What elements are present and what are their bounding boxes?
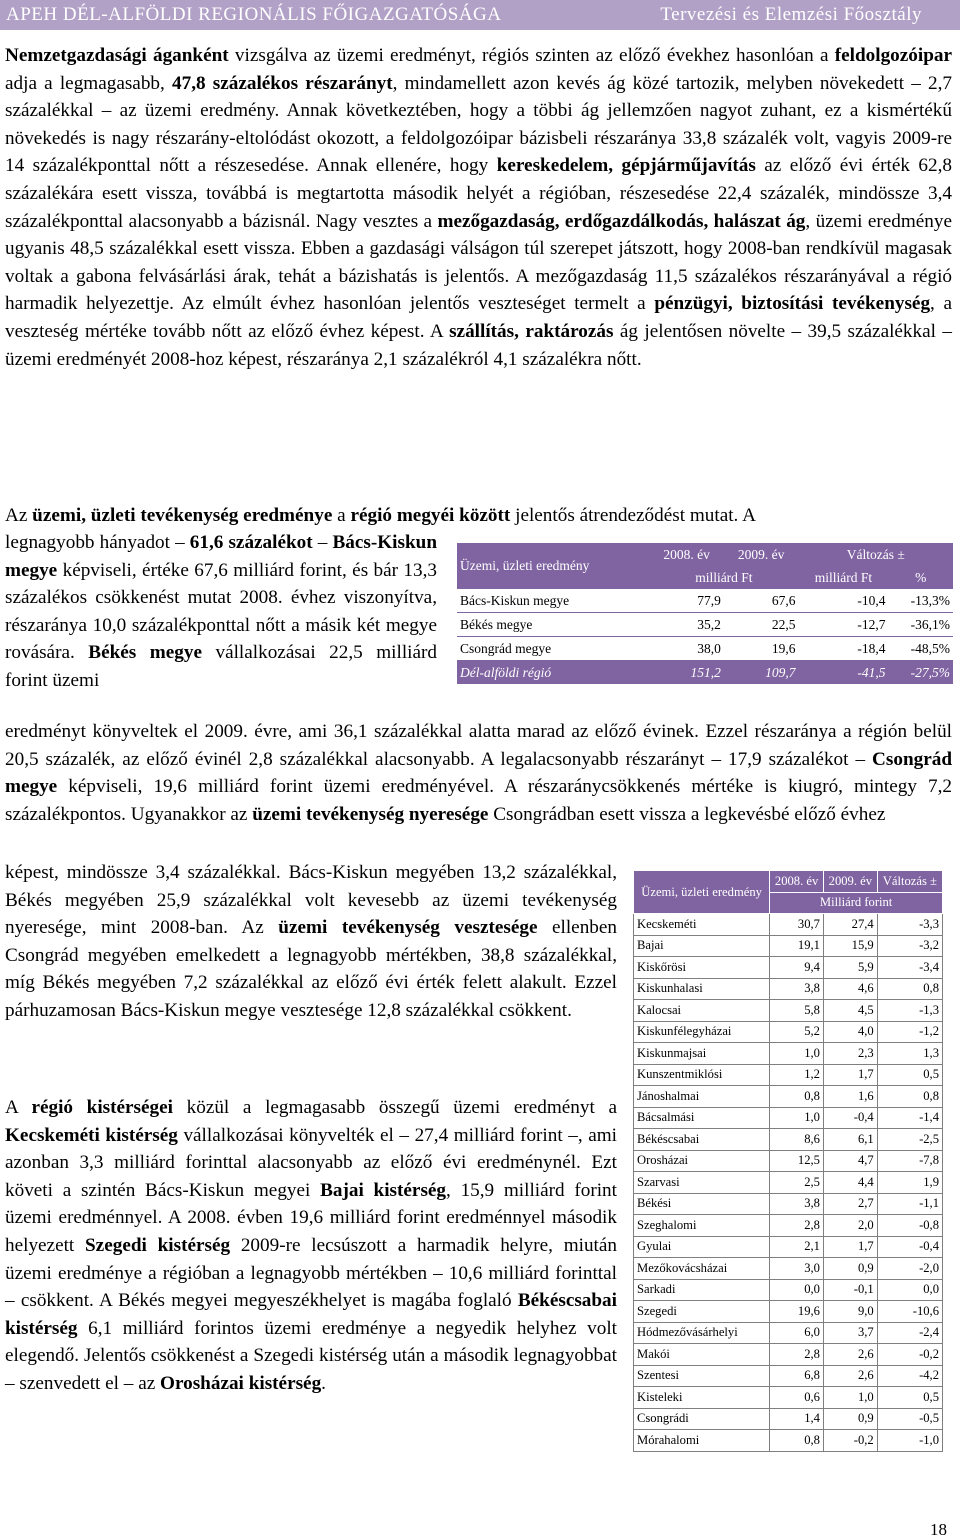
- table2-header-change: Változás ±: [877, 871, 942, 893]
- subregion-name-cell: Kisteleki: [634, 1387, 770, 1409]
- table-row: [634, 1365, 943, 1387]
- emphasis-text: Kecskeméti kistérség: [5, 1124, 178, 1146]
- value-cell: 1,4: [770, 1408, 824, 1430]
- value-cell: 38,0: [649, 637, 724, 661]
- total-value-cell: -41,5: [798, 661, 888, 685]
- emphasis-text: mezőgazdaság, erdőgazdálkodás, halászat ág: [437, 210, 806, 232]
- value-cell: 3,8: [770, 1193, 824, 1215]
- table-row: [634, 978, 943, 1000]
- subregion-name-cell: Kiskőrösi: [634, 957, 770, 979]
- subregion-name-cell: Makói: [634, 1344, 770, 1366]
- value-cell: -3,4: [877, 957, 942, 979]
- subregion-name-cell: Szarvasi: [634, 1172, 770, 1194]
- region-name-cell: Dél-alföldi régió: [457, 661, 649, 685]
- emphasis-text: 47,8 százalékos részarányt: [172, 72, 393, 94]
- value-cell: 0,0: [877, 1279, 942, 1301]
- subregion-name-cell: Mezőkovácsházai: [634, 1258, 770, 1280]
- value-cell: -1,2: [877, 1021, 942, 1043]
- value-cell: 2,3: [823, 1043, 877, 1065]
- value-cell: 1,7: [823, 1236, 877, 1258]
- subregion-name-cell: Bajai: [634, 935, 770, 957]
- body-text: 6,1 milliárd forintos üzemi eredménye a negyedik helyhez volt elegendő. Jelentős csökkenést a Szegedi kistérség után a második legnagyobbat – szenvedett el – az: [5, 1317, 617, 1394]
- value-cell: 0,0: [770, 1279, 824, 1301]
- table-row: [634, 1387, 943, 1409]
- value-cell: -1,4: [877, 1107, 942, 1129]
- value-cell: 4,0: [823, 1021, 877, 1043]
- county-name-cell: Csongrád megye: [457, 637, 649, 661]
- subregion-result-table: [633, 870, 943, 1452]
- subregion-name-cell: Csongrádi: [634, 1408, 770, 1430]
- value-cell: 3,8: [770, 978, 824, 1000]
- table1-corner: Üzemi, üzleti eredmény: [457, 543, 649, 589]
- subregion-name-cell: Szegedi: [634, 1301, 770, 1323]
- body-text: , a veszteség mértéke tovább nőtt az előző évhez képest. A: [5, 293, 952, 342]
- value-cell: -0,2: [823, 1430, 877, 1452]
- header-organization: APEH DÉL-ALFÖLDI REGIONÁLIS FŐIGAZGATÓSÁGA: [6, 4, 502, 25]
- table-row: [634, 1408, 943, 1430]
- value-cell: 2,8: [770, 1215, 824, 1237]
- value-cell: -1,3: [877, 1000, 942, 1022]
- emphasis-text: kereskedelem, gépjárműjavítás: [496, 155, 756, 177]
- body-text: , üzemi eredménye ugyanis 48,5 százalékkal esett vissza. Ebben a gazdasági válságon túl szerepet játszott, hogy 2008-ban rendkívül magasak voltak a gabona felvásárlási árak, tehát a bázishatás is jelentős. A mezőgazdaság 11,5 százalékos részarányával a régió harmadik helyezettje. Az elmúlt évhez hasonlóan jelentős veszteséget termelt a: [5, 210, 953, 315]
- body-text: , mindamellett azon kevés ág közé tartozik, melyben növekedett – 2,7 százalékkal – az üzemi eredmény. Annak következtében, hogy a többi ág jellemzően nagyot zuhant, ez a kismértékű növekedés is nagy részarány-eltolódást okozott, a feldolgozóipar bázisbeli részaránya 33,8 százalék volt, vagyis 2009-re 14 százalékponttal nőtt a részesedése. Annak ellenére, hogy: [5, 72, 952, 177]
- value-cell: 1,7: [823, 1064, 877, 1086]
- subregion-name-cell: Kiskunhalasi: [634, 978, 770, 1000]
- emphasis-text: Nemzetgazdasági áganként: [5, 45, 229, 66]
- table1-header-change: Változás ±: [798, 543, 953, 566]
- body-text: –: [312, 532, 333, 553]
- total-value-cell: -27,5%: [889, 661, 953, 685]
- table-row: [634, 1215, 943, 1237]
- total-value-cell: 109,7: [724, 661, 799, 685]
- value-cell: 2,8: [770, 1344, 824, 1366]
- page-header: [0, 0, 960, 30]
- value-cell: 4,5: [823, 1000, 877, 1022]
- paragraph-profit-loss: [5, 859, 617, 1025]
- table-row: [634, 1301, 943, 1323]
- value-cell: -48,5%: [889, 637, 953, 661]
- value-cell: 1,0: [770, 1107, 824, 1129]
- emphasis-text: üzemi tevékenység vesztesége: [278, 917, 538, 939]
- table1-header-2009: 2009. év: [724, 543, 799, 566]
- value-cell: 30,7: [770, 914, 824, 936]
- body-text: képest, mindössze 3,4 százalékkal. Bács-Kiskun megyében 13,2 százalékkal, Békés megyében 25,9 százalékkal volt kevesebb az üzemi tevékenység nyeresége, mint 2008-ban. Az: [5, 862, 617, 939]
- value-cell: 1,6: [823, 1086, 877, 1108]
- emphasis-text: szállítás, raktározás: [449, 320, 614, 342]
- value-cell: 19,6: [770, 1301, 824, 1323]
- subregion-name-cell: Kunszentmiklósi: [634, 1064, 770, 1086]
- table1-unit-bn: milliárd Ft: [649, 566, 798, 589]
- value-cell: 0,5: [877, 1064, 942, 1086]
- table-row: [634, 1021, 943, 1043]
- subregion-name-cell: Szeghalomi: [634, 1215, 770, 1237]
- subregion-name-cell: Sarkadi: [634, 1279, 770, 1301]
- emphasis-text: üzemi tevékenység nyeresége: [252, 803, 489, 825]
- value-cell: 35,2: [649, 613, 724, 637]
- table-row: [634, 1172, 943, 1194]
- subregion-name-cell: Szentesi: [634, 1365, 770, 1387]
- subregion-name-cell: Kecskeméti: [634, 914, 770, 936]
- body-text: .: [321, 1372, 326, 1394]
- value-cell: -10,4: [798, 589, 888, 613]
- value-cell: -3,3: [877, 914, 942, 936]
- county-name-cell: Bács-Kiskun megye: [457, 589, 649, 613]
- table-row: [634, 1430, 943, 1452]
- table-row: [634, 1258, 943, 1280]
- table-row: [634, 1279, 943, 1301]
- value-cell: 0,8: [770, 1086, 824, 1108]
- emphasis-text: régió megyéi között: [350, 505, 511, 526]
- body-text: ág jelentősen növelte – 39,5 százalékkal – üzemi eredményét 2008-hoz képest, részaránya 2,1 százalékról 4,1 százalékra nőtt.: [5, 320, 952, 370]
- value-cell: 15,9: [823, 935, 877, 957]
- value-cell: -12,7: [798, 613, 888, 637]
- county-name-cell: Békés megye: [457, 613, 649, 637]
- value-cell: -36,1%: [889, 613, 953, 637]
- value-cell: 2,6: [823, 1344, 877, 1366]
- value-cell: 1,2: [770, 1064, 824, 1086]
- table-row: [634, 1150, 943, 1172]
- value-cell: 2,6: [823, 1365, 877, 1387]
- value-cell: -13,3%: [889, 589, 953, 613]
- body-text: 2009-re lecsúszott a harmadik helyre, miután üzemi eredménye a régióban a legnagyobb mértékben – 10,6 milliárd forinttal – csökkent. A Békés megyei megyeszékhelyet is magába foglaló: [5, 1234, 617, 1312]
- page-number: 18: [930, 1520, 947, 1539]
- value-cell: 1,9: [877, 1172, 942, 1194]
- subregion-name-cell: Jánoshalmai: [634, 1086, 770, 1108]
- table2-header-2008: 2008. év: [770, 871, 824, 893]
- value-cell: -3,2: [877, 935, 942, 957]
- subregion-name-cell: Gyulai: [634, 1236, 770, 1258]
- table-row: [457, 637, 953, 661]
- body-text: jelentős átrendeződést mutat. A: [510, 505, 756, 526]
- value-cell: 2,7: [823, 1193, 877, 1215]
- emphasis-text: Békés megye: [88, 642, 202, 664]
- value-cell: 1,0: [823, 1387, 877, 1409]
- value-cell: 1,0: [770, 1043, 824, 1065]
- paragraph-counties-full: [5, 718, 952, 828]
- value-cell: 0,6: [770, 1387, 824, 1409]
- subregion-name-cell: Orosházai: [634, 1150, 770, 1172]
- subregion-name-cell: Bácsalmási: [634, 1107, 770, 1129]
- table2-unit: Milliárd forint: [770, 892, 943, 914]
- table-row: [457, 589, 953, 613]
- value-cell: 12,5: [770, 1150, 824, 1172]
- table-row: [634, 1064, 943, 1086]
- value-cell: 27,4: [823, 914, 877, 936]
- emphasis-text: 61,6 százalékot: [189, 532, 313, 553]
- body-text: a: [332, 505, 351, 526]
- body-text: az előző évi érték 62,8 százalékára esett vissza, továbbá is megtartotta második helyét a régióban, részesedése 22,4 százalék, mindössze 3,4 százalékponttal alacsonyabb a bázisnál. Nagy vesztes a: [5, 155, 953, 232]
- value-cell: 67,6: [724, 589, 799, 613]
- value-cell: 9,4: [770, 957, 824, 979]
- body-text: ellenben Csongrád megyében emelkedett a legnagyobb mértékben, 38,8 százalékkal, míg Békés megyében 7,2 százalékkal az előző évi érték felett alakult. Ezzel párhuzamosan Bács-Kiskun megye vesztesége 12,8 százalékkal csökkent.: [5, 917, 617, 1021]
- value-cell: 0,9: [823, 1408, 877, 1430]
- value-cell: -2,4: [877, 1322, 942, 1344]
- value-cell: 0,8: [877, 978, 942, 1000]
- table-row: [634, 935, 943, 957]
- body-text: vállalkozásai könyvelték el – 27,4 milliárd forint –, ami azonban 3,3 milliárd forinttal alacsonyabb az előző évi eredménynél. Ezt követi a szintén Bács-Kiskun megyei: [5, 1124, 617, 1201]
- body-text: képviseli, értéke 67,6 milliárd forint, és bár 13,3 százalékos csökkenést mutat 2008. évhez viszonyítva, részaránya 10,0 százalékponttal nőtt a másik két megye rovására.: [5, 559, 437, 664]
- county-result-table: [457, 543, 953, 684]
- subregion-name-cell: Hódmezővásárhelyi: [634, 1322, 770, 1344]
- value-cell: 0,8: [877, 1086, 942, 1108]
- table-row: [634, 1322, 943, 1344]
- value-cell: 1,3: [877, 1043, 942, 1065]
- value-cell: -1,1: [877, 1193, 942, 1215]
- table-row: [634, 1107, 943, 1129]
- value-cell: -0,8: [877, 1215, 942, 1237]
- body-text: vállalkozásai 22,5 milliárd forint üzemi: [5, 642, 437, 691]
- value-cell: 5,8: [770, 1000, 824, 1022]
- total-value-cell: 151,2: [649, 661, 724, 685]
- value-cell: 2,1: [770, 1236, 824, 1258]
- body-text: Az: [5, 505, 33, 526]
- emphasis-text: Csongrád megye: [5, 748, 952, 798]
- value-cell: 0,8: [770, 1430, 824, 1452]
- value-cell: -4,2: [877, 1365, 942, 1387]
- emphasis-text: pénzügyi, biztosítási tevékenység: [654, 293, 931, 315]
- body-text: képviseli, 19,6 milliárd forint üzemi eredményével. A részaránycsökkenés mértéke is kiugró, mintegy 7,2 százalékpontos. Ugyanakkor az: [5, 776, 952, 825]
- value-cell: -1,0: [877, 1430, 942, 1452]
- table-total-row: [457, 661, 953, 685]
- table-row: [634, 1086, 943, 1108]
- value-cell: -0,4: [877, 1236, 942, 1258]
- value-cell: 22,5: [724, 613, 799, 637]
- subregion-name-cell: Mórahalomi: [634, 1430, 770, 1452]
- value-cell: -0,4: [823, 1107, 877, 1129]
- subregion-name-cell: Békéscsabai: [634, 1129, 770, 1151]
- paragraph-subregions: [5, 1094, 617, 1398]
- table-row: [634, 1000, 943, 1022]
- emphasis-text: régió kistérségei: [31, 1097, 173, 1118]
- body-text: Csongrádban esett vissza a legkevésbé előző évhez: [488, 803, 886, 825]
- subregion-name-cell: Kiskunfélegyházai: [634, 1021, 770, 1043]
- value-cell: 9,0: [823, 1301, 877, 1323]
- table2-header-2009: 2009. év: [823, 871, 877, 893]
- value-cell: 19,1: [770, 935, 824, 957]
- value-cell: -18,4: [798, 637, 888, 661]
- value-cell: -0,1: [823, 1279, 877, 1301]
- value-cell: 2,0: [823, 1215, 877, 1237]
- paragraph-counties-wrap: [5, 529, 437, 695]
- table-row: [457, 613, 953, 637]
- value-cell: 4,7: [823, 1150, 877, 1172]
- body-text: , 15,9 milliárd forint üzemi eredménnyel. A 2008. évben 19,6 milliárd forint eredménnyel második helyezett: [5, 1179, 617, 1256]
- value-cell: 19,6: [724, 637, 799, 661]
- header-department: Tervezési és Elemzési Főosztály: [660, 4, 922, 25]
- emphasis-text: Bács-Kiskun megye: [5, 532, 437, 581]
- value-cell: 0,5: [877, 1387, 942, 1409]
- subregion-name-cell: Kiskunmajsai: [634, 1043, 770, 1065]
- subregion-name-cell: Kalocsai: [634, 1000, 770, 1022]
- table1-unit-pct: %: [889, 566, 953, 589]
- emphasis-text: üzemi, üzleti tevékenység eredménye: [32, 505, 333, 526]
- table-row: [634, 1193, 943, 1215]
- table-row: [634, 957, 943, 979]
- emphasis-text: feldolgozóipar: [834, 45, 952, 66]
- table1-header-2008: 2008. év: [649, 543, 724, 566]
- value-cell: 4,4: [823, 1172, 877, 1194]
- value-cell: 77,9: [649, 589, 724, 613]
- table2-corner: Üzemi, üzleti eredmény: [634, 871, 770, 914]
- emphasis-text: Bajai kistérség: [320, 1179, 447, 1201]
- value-cell: -0,2: [877, 1344, 942, 1366]
- value-cell: -7,8: [877, 1150, 942, 1172]
- value-cell: 6,0: [770, 1322, 824, 1344]
- emphasis-text: Békéscsabai kistérség: [5, 1290, 617, 1339]
- table-row: [634, 1129, 943, 1151]
- emphasis-text: Orosházai kistérség: [160, 1372, 322, 1394]
- table-row: [634, 1344, 943, 1366]
- value-cell: 0,9: [823, 1258, 877, 1280]
- value-cell: 6,8: [770, 1365, 824, 1387]
- body-text: A: [5, 1097, 32, 1118]
- body-text: eredményt könyveltek el 2009. évre, ami 36,1 százalékkal alatta marad az előző évinek. Ezzel részaránya a régión belül 20,5 százalék, az előző évinél 2,8 százalékkal alacsonyabb. A legalacsonyabb részarányt – 17,9 százalékot –: [5, 721, 952, 770]
- table1-unit-bn-change: milliárd Ft: [798, 566, 888, 589]
- value-cell: 5,9: [823, 957, 877, 979]
- paragraph-sectors: [5, 42, 952, 373]
- value-cell: -0,5: [877, 1408, 942, 1430]
- body-text: adja a legmagasabb,: [5, 72, 172, 94]
- value-cell: 5,2: [770, 1021, 824, 1043]
- table-row: [634, 914, 943, 936]
- table-row: [634, 1236, 943, 1258]
- body-text: közül a legmagasabb összegű üzemi eredményt a: [172, 1097, 617, 1118]
- value-cell: 3,7: [823, 1322, 877, 1344]
- value-cell: 3,0: [770, 1258, 824, 1280]
- value-cell: -10,6: [877, 1301, 942, 1323]
- value-cell: 4,6: [823, 978, 877, 1000]
- value-cell: -2,5: [877, 1129, 942, 1151]
- value-cell: 2,5: [770, 1172, 824, 1194]
- paragraph-counties-intro: [5, 502, 952, 530]
- table-row: [634, 1043, 943, 1065]
- value-cell: 6,1: [823, 1129, 877, 1151]
- value-cell: 8,6: [770, 1129, 824, 1151]
- subregion-name-cell: Békési: [634, 1193, 770, 1215]
- emphasis-text: Szegedi kistérség: [85, 1234, 231, 1256]
- body-text: legnagyobb hányadot –: [5, 532, 190, 553]
- value-cell: -2,0: [877, 1258, 942, 1280]
- body-text: vizsgálva az üzemi eredményt, régiós szinten az előző évekhez hasonlóan a: [228, 45, 835, 66]
